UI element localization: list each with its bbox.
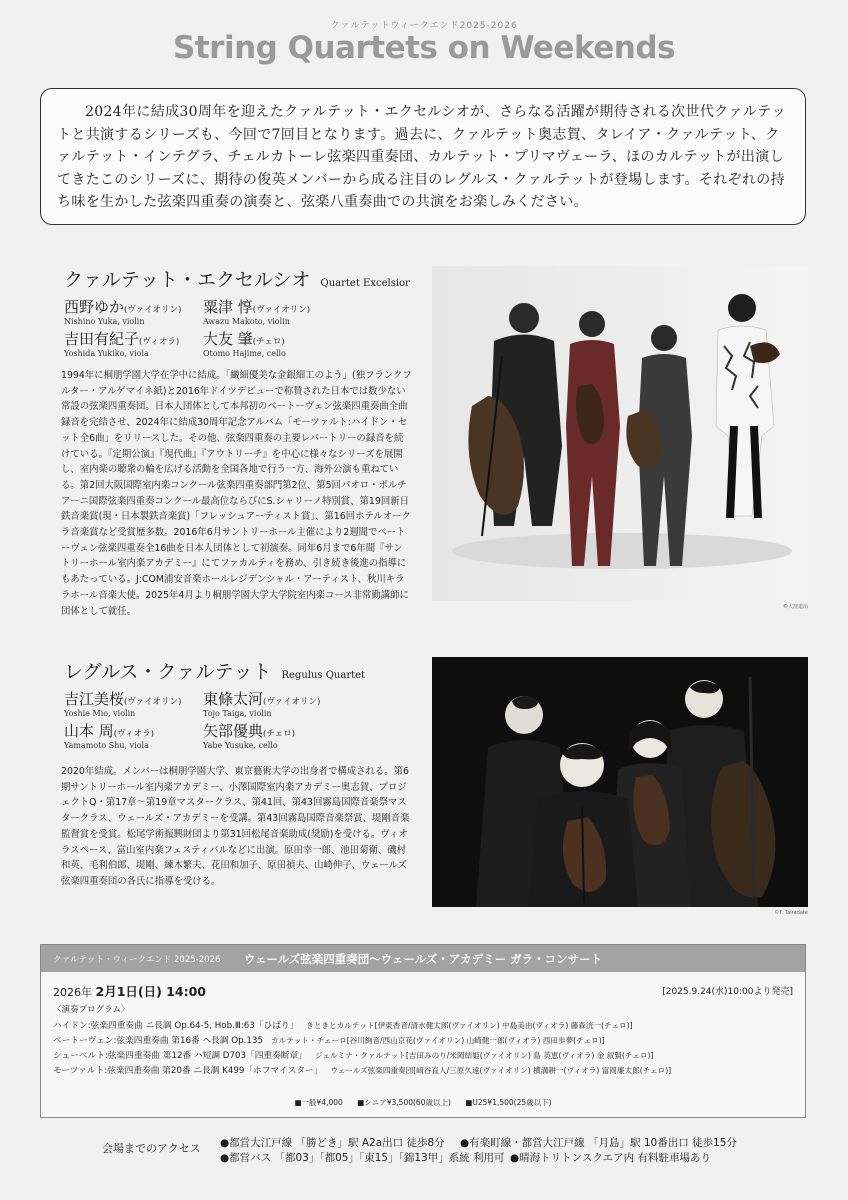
concert-date-year: 2026年 [53,986,92,999]
member-name-en: Yoshida Yukiko, viola [64,349,149,358]
access-item: ●都営バス 「都03」「都05」「東15」「錦13甲」系統 利用可 [220,1152,505,1164]
member-name-en: Yamamoto Shu, viola [64,741,149,750]
price-u25: ■U25¥1,500(25歳以下) [465,1098,552,1107]
member-name-en: Nishino Yuka, violin [64,317,145,326]
excelsior-photo [432,266,808,601]
intro-box [40,88,806,225]
program-work: シューベルト:弦楽四重奏曲 第12番 ハ短調 D703「四重奏断章」 [53,1051,307,1061]
regulus-name-en: Regulus Quartet [281,670,366,681]
member-role: (ヴィオラ) [139,337,180,347]
excelsior-name-en: Quartet Excelsior [320,278,410,289]
regulus-bio: 2020年結成。メンバーは桐朋学園大学、東京藝術大学の出身者で構成される。第6期サントリーホール室内楽アカデミー、小澤国際室内楽アカデミー奥志賀、プロジェクトQ・第17章〜第19章マスタークラス、第41回、第43回霧島国際音楽祭マスタークラス、ウェールズ・アカデミーを受講。第43回霧島国際音楽祭賞、堤剛音楽監督賞を受賞。松尾学術振興財団より第31回松尾音楽助成(奨励)を受ける。ヴィオラスペース、富山室内楽フェスティバルなどに出演。原田幸一郎、池田菊衛、磯村和英、毛利伯郎、堤剛、練木繁夫、花田和加子、原田禎夫、山崎伸子、ウェールズ弦楽四重奏団の各氏に指導を受ける。 [61,766,410,887]
member-role: (チェロ) [263,729,295,739]
series-title: String Quartets on Weekends [173,30,675,66]
regulus-heading [64,657,365,684]
concert-info-box [40,944,806,1118]
member-name-en: Yabe Yusuke, cello [203,741,278,750]
excelsior-photo-credit: ©大窪道治 [782,604,808,610]
program-item [53,1064,671,1076]
regulus-member-3 [64,720,154,750]
access-item: ●有楽町線・都営大江戸線 「月島」駅 10番出口 徒歩15分 [460,1137,737,1149]
member-name: 吉江美桜 [64,690,125,708]
concert-title-bar [41,945,805,972]
member-role: (ヴァイオリン) [263,697,321,707]
excelsior-name: クァルテット・エクセルシオ [64,269,311,291]
program-item [53,1049,653,1061]
series-subtitle: クァルテットウィークエンド2025-2026 [330,21,518,31]
program-work: モーツァルト:弦楽四重奏曲 第20番 ニ長調 K499「ホフマイスター」 [53,1066,323,1076]
excelsior-heading [64,265,410,292]
program-performers: ジェルミナ・クァルテット[吉田みのり/米岡結姫(ヴァイオリン) 島 英恵(ヴィオラ) 金 叙賢(チェロ)] [314,1051,654,1060]
ticket-release-date: [2025.9.24(水)10:00より発売] [662,987,793,997]
concert-date [53,982,206,1000]
excelsior-member-1 [64,296,181,326]
member-name: 山本 周 [64,722,114,740]
member-name-en: Awazu Makoto, violin [203,317,290,326]
excelsior-member-4 [203,328,286,358]
member-role: (ヴァイオリン) [124,697,182,707]
program-work: ベートーヴェン:弦楽四重奏曲 第16番 ヘ長調 Op.135 [53,1036,263,1046]
program-performers: カルテット・チェーロ[谷川絢音/西山京花(ヴァイオリン) 山崎健一郎(ヴィオラ) 西田歩夢(チェロ)] [271,1036,605,1045]
access-item: ●晴海トリトンスクエア内 有料駐車場あり [510,1152,711,1164]
price-senior: ■シニア¥3,500(60歳以上) [357,1098,451,1107]
member-name: 大友 肇 [203,330,253,348]
access-item: ●都営大江戸線 「勝どき」駅 A2a出口 徒歩8分 [220,1137,445,1149]
member-name: 西野ゆか [64,298,125,316]
excelsior-member-3 [64,328,179,358]
member-name: 東條太河 [203,690,264,708]
program-item [53,1034,605,1046]
excelsior-member-2 [203,296,310,326]
member-role: (ヴァイオリン) [124,305,182,315]
member-name: 吉田有紀子 [64,330,140,348]
regulus-photo-credit: ©T. Tairadate [774,910,808,916]
program-work: ハイドン:弦楽四重奏曲 ニ長調 Op.64-5, Hob.Ⅲ:63「ひばり」 [53,1021,299,1031]
member-name-en: Otomo Hajime, cello [203,349,286,358]
member-role: (チェロ) [252,337,285,347]
regulus-photo [432,657,808,907]
regulus-name: レグルス・クァルテット [64,661,272,683]
program-performers: ウェールズ弦楽四重奏団[﨑谷直人/三原久遠(ヴァイオリン) 横溝耕一(ヴィオラ) 富岡廉太郎(チェロ)] [330,1066,672,1075]
program-performers: きときとカルテット[伊東香音/清水健太郎(ヴァイオリン) 中島美由(ヴィオラ) 藤森洸一(チェロ)] [306,1021,633,1030]
intro-text: 2024年に結成30周年を迎えたクァルテット・エクセルシオが、さらなる活躍が期待される次世代クァルテットと共演するシリーズも、今回で7回目となります。過去に、クァルテット奥志賀、タレイア・クァルテット、クァルテット・インテグラ、チェルカトーレ弦楽四重奏団、カルテット・プリマヴェーラ、ほのカルテットが出演してきたこのシリーズに、期待の俊英メンバーから成る注目のレグルス・クァルテットが登場します。それぞれの持ち味を生かした弦楽四重奏の演奏と、弦楽八重奏曲での共演をお楽しみください。 [57,104,786,211]
member-name-en: Tojo Taiga, violin [203,709,272,718]
concert-title: ウェールズ弦楽四重奏団〜ウェールズ・アカデミー ガラ・コンサート [243,952,603,966]
price-general: ■一般¥4,000 [294,1098,343,1107]
member-name-en: Yoshie Mio, violin [64,709,136,718]
member-name: 粟津 惇 [203,298,253,316]
access-label: 会場までのアクセス [102,1142,201,1155]
member-role: (ヴィオラ) [113,729,154,739]
member-role: (ヴァイオリン) [252,305,311,315]
ticket-prices [41,1097,805,1108]
regulus-member-2 [203,688,320,718]
member-name: 矢部優典 [203,722,264,740]
excelsior-bio: 1994年に桐朋学園大学在学中に結成。「繊細優美な金銀細工のよう」(独フランクフルター・アルゲマイネ紙)と2016年ドイツデビューで称賛された日本では数少ない常設の弦楽四重奏団。日本人団体として本邦初のベートーヴェン弦楽四重奏曲全曲録音を完結させ、2024年に結成30周年記念アルバム「モーツァルト:ハイドン・セット全6曲」をリリースした。その他、弦楽四重奏の主要レパートリーの録音を続けている。『定期公演』『現代曲』『アウトリーチ』を中心に様々なシリーズを展開し、室内楽の聴衆の輪を広げる活動を全国各地で行う一方、海外公演も重ねている。第2回大阪国際室内楽コンクール弦楽四重奏部門第2位、第5回パオロ・ボルチアーニ国際弦楽四重奏コンクール最高位ならびにS.シャリーノ特別賞、第19回新日鉄音楽賞(現・日本製鉄音楽賞)「フレッシュアーティスト賞」、第16回ホテルオークラ音楽賞など受賞歴多数。2016年6月サントリーホール主催により2週間でベートーヴェン弦楽四重奏全16曲を日本人団体として初演奏。同年6月まで6年間『サントリーホール室内楽アカデミー』にてファカルティを務め、引き続き後進の指導にもあたっている。J:COM浦安音楽ホールレジデンシャル・アーティスト、秋川キララホール音楽大使。2025年4月より桐朋学園大学大学院室内楽コース非常勤講師に団体として就任。 [61,370,412,617]
regulus-member-1 [64,688,181,718]
concert-date-main: 2月1日(日) 14:00 [95,984,206,999]
regulus-member-4 [203,720,295,750]
program-heading: 〈演奏プログラム〉 [53,1005,130,1015]
program-item [53,1019,633,1031]
concert-series-label: クァルテット・ウィークエンド 2025-2026 [53,955,221,965]
